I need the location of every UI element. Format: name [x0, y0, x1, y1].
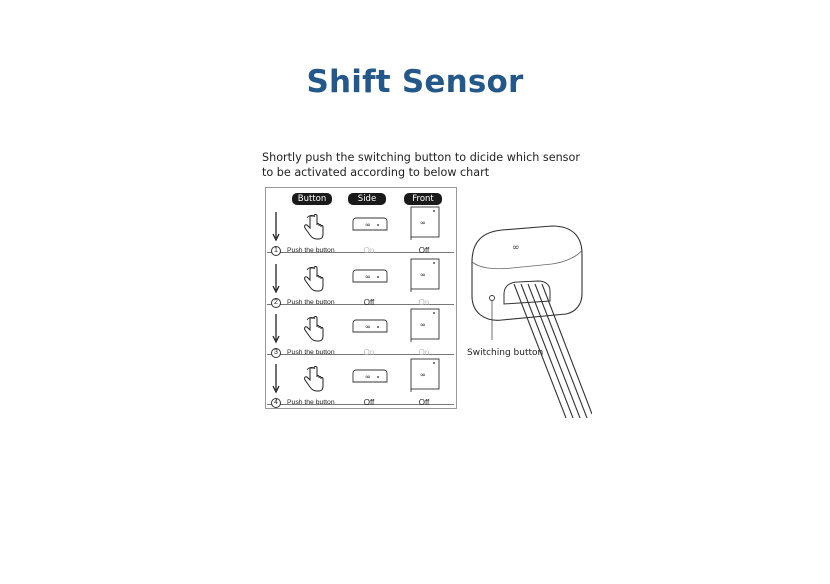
side-sensor-icon — [352, 319, 388, 333]
down-arrow-icon — [272, 314, 280, 344]
svg-text:∞: ∞ — [420, 371, 426, 379]
front-sensor-icon — [410, 258, 440, 292]
side-state: On — [363, 348, 375, 357]
front-state: On — [418, 348, 430, 357]
pointing-hand-icon — [302, 212, 324, 240]
side-sensor-icon — [352, 269, 388, 283]
front-sensor-icon — [410, 308, 440, 342]
step-label: Push the button — [287, 399, 335, 406]
down-arrow-icon — [272, 264, 280, 294]
header-button: Button — [292, 193, 332, 205]
front-state: Off — [418, 398, 430, 407]
side-state: Off — [363, 398, 375, 407]
pointing-hand-icon — [302, 264, 324, 292]
side-sensor-icon — [352, 369, 388, 383]
svg-text:∞: ∞ — [365, 373, 371, 381]
sensor-device-illustration — [462, 222, 592, 418]
side-state: On — [363, 246, 375, 255]
svg-text:∞: ∞ — [365, 273, 371, 281]
header-front: Front — [404, 193, 442, 205]
down-arrow-icon — [272, 212, 280, 242]
step-number: 3 — [271, 348, 281, 358]
step-label: Push the button — [287, 247, 335, 254]
step-row — [262, 212, 462, 262]
step-label: Push the button — [287, 349, 335, 356]
pointing-hand-icon — [302, 364, 324, 392]
step-number: 2 — [271, 298, 281, 308]
switching-button-label: Switching button — [467, 348, 544, 358]
header-side: Side — [348, 193, 386, 205]
front-sensor-icon — [410, 358, 440, 392]
front-sensor-icon — [410, 206, 440, 240]
front-state: On — [418, 298, 430, 307]
svg-text:∞: ∞ — [420, 271, 426, 279]
step-number: 1 — [271, 246, 281, 256]
figure — [262, 150, 588, 416]
step-label: Push the button — [287, 299, 335, 306]
side-state: Off — [363, 298, 375, 307]
svg-text:∞: ∞ — [365, 221, 371, 229]
step-row — [262, 314, 462, 364]
step-row — [262, 264, 462, 314]
svg-text:∞: ∞ — [420, 219, 426, 227]
svg-text:∞: ∞ — [512, 243, 520, 253]
step-row — [262, 364, 462, 414]
step-number: 4 — [271, 398, 281, 408]
intro-text: Shortly push the switching button to dicide which sensor to be activated according to below chart — [262, 151, 580, 179]
page-title: Shift Sensor — [306, 64, 524, 100]
down-arrow-icon — [272, 364, 280, 394]
svg-text:∞: ∞ — [365, 323, 371, 331]
front-state: Off — [418, 246, 430, 255]
side-sensor-icon — [352, 217, 388, 231]
svg-text:∞: ∞ — [420, 321, 426, 329]
pointing-hand-icon — [302, 314, 324, 342]
